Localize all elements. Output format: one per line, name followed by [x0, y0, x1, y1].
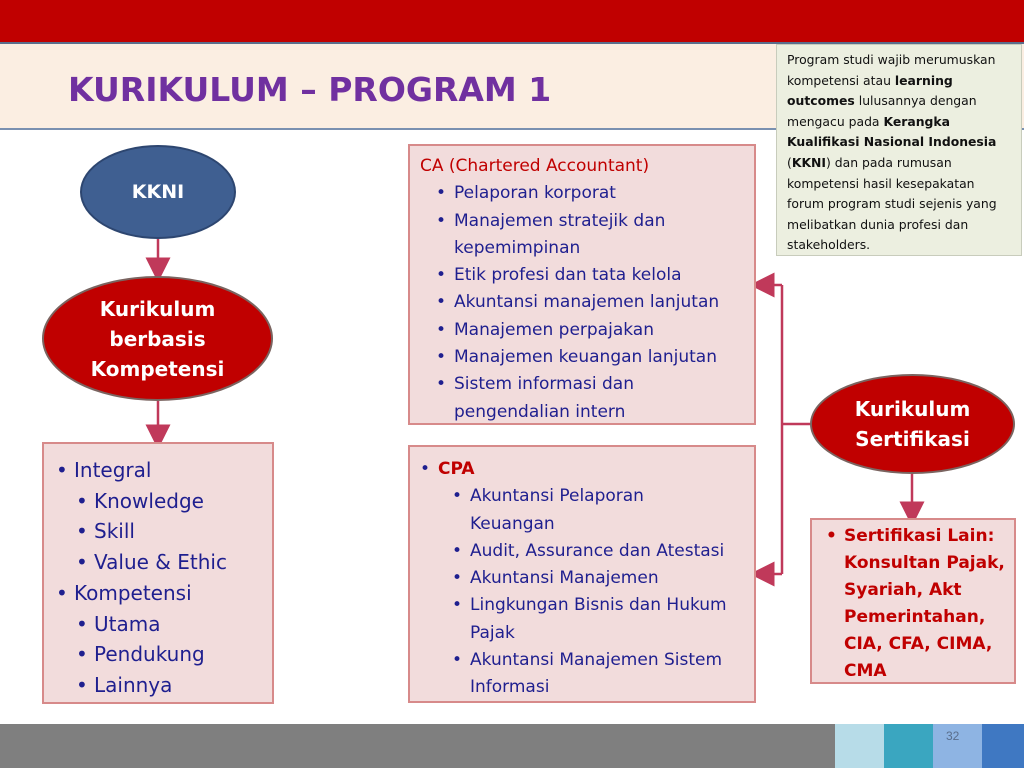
cpa-item: [470, 483, 746, 538]
group-item: [94, 547, 266, 578]
ca-item: [454, 317, 746, 344]
sertifikasi-list: [820, 523, 1010, 685]
node-kurikulum-berbasis-kompetensi: [42, 276, 273, 401]
group-item: [94, 516, 266, 547]
group-item-text: Utama: [94, 611, 161, 636]
note-bold-kkni: KKNI: [791, 154, 827, 170]
ca-item-text: • Sistem informasi dan: [454, 374, 634, 395]
footer-square-dark: [982, 724, 1024, 768]
ca-item: [454, 344, 746, 371]
ca-list: [420, 180, 746, 426]
cpa-item-text: • Akuntansi Manajemen Sistem: [470, 650, 723, 671]
node-ks-line-2: Sertifikasi: [855, 427, 970, 451]
ca-item: [454, 371, 746, 426]
ca-item-text: Etik profesi dan tata kelola: [454, 265, 682, 286]
note-text-2: lulusannya dengan mengacu pada: [787, 93, 977, 129]
group-item-text: Knowledge: [94, 488, 204, 513]
ca-item: [454, 208, 746, 263]
node-ks-line-1: Kurikulum: [854, 397, 971, 421]
group-item-text: Value & Ethic: [94, 550, 227, 575]
cpa-item: [470, 565, 746, 592]
note-text-1: Program studi wajib merumuskan kompetensi atau: [787, 52, 996, 88]
note-bold-learning-outcomes: learning outcomes: [787, 72, 953, 109]
cpa-item: [470, 647, 746, 702]
ca-heading: CA (Chartered Accountant): [420, 156, 650, 176]
kompetensi-sublist: [74, 609, 266, 701]
slide-number: 32: [946, 729, 960, 743]
cpa-item-text: Pajak: [470, 622, 515, 643]
cpa-item: [470, 538, 746, 565]
sertifikasi-line: Konsultan Pajak,: [844, 553, 1005, 573]
group-kompetensi: [74, 578, 266, 701]
node-kkni-label: KKNI: [131, 181, 185, 203]
kompetensi-list: [52, 455, 266, 701]
cpa-item-text: Audit, Assurance dan Atestasi: [470, 540, 725, 561]
ca-item: [454, 289, 746, 316]
cpa-list: [420, 456, 746, 702]
sertifikasi-box: [810, 518, 1016, 684]
slide-title: KURIKULUM – PROGRAM 1: [68, 70, 552, 109]
cpa-item-text: • Akuntansi Pelaporan: [470, 486, 644, 507]
note-bold-kknі-full: Kerangka Kualifikasi Nasional Indonesia: [787, 113, 997, 150]
ca-box: [408, 144, 756, 425]
cpa-sublist: [438, 483, 746, 701]
cpa-item-text: • Lingkungan Bisnis dan Hukum: [470, 595, 727, 616]
node-kbk-line-1: Kurikulum: [99, 296, 216, 321]
group-item: [94, 609, 266, 640]
cpa-heading: CPA: [438, 459, 475, 479]
ca-item-text: kepemimpinan: [454, 237, 581, 258]
group-item-text: Pendukung: [94, 642, 205, 667]
sertifikasi-line: Syariah, Akt: [844, 580, 962, 600]
sertifikasi-line: Pemerintahan,: [844, 607, 986, 627]
group-label: Kompetensi: [74, 580, 192, 605]
node-kkni: [80, 145, 236, 239]
group-item: [94, 486, 266, 517]
node-kbk-line-3: Kompetensi: [90, 356, 225, 381]
group-label: Integral: [74, 458, 152, 482]
ca-item-text: • Manajemen stratejik dan: [454, 210, 666, 231]
ca-item-text: Manajemen perpajakan: [454, 319, 654, 340]
group-item: [94, 670, 266, 701]
ca-item: [454, 180, 746, 207]
cpa-heading-item: [438, 456, 746, 702]
cpa-item: [470, 592, 746, 647]
group-item-text: Lainnya: [94, 672, 173, 697]
group-item: [94, 639, 266, 670]
group-integral: [74, 455, 266, 578]
cpa-box: [408, 445, 756, 703]
integral-sublist: [74, 486, 266, 578]
ca-item-text: Akuntansi manajemen lanjutan: [454, 292, 720, 313]
kompetensi-box: [42, 442, 274, 704]
footer-square-light: [835, 724, 884, 768]
group-item-text: Skill: [94, 519, 135, 544]
cpa-item-text: Akuntansi Manajemen: [470, 568, 659, 589]
cpa-item-text: Informasi: [470, 677, 550, 698]
ca-item-text: Manajemen keuangan lanjutan: [454, 347, 717, 368]
cpa-item-text: Keuangan: [470, 513, 555, 534]
footer-square-teal: [884, 724, 933, 768]
sertifikasi-line: CIA, CFA, CIMA,: [844, 634, 993, 654]
sertifikasi-line: • Sertifikasi Lain:: [844, 526, 995, 546]
node-kbk-line-2: berbasis: [109, 326, 206, 351]
ca-item-text: pengendalian intern: [454, 401, 626, 422]
note-text-4: ) dan pada rumusan kompetensi hasil kesepakatan forum program studi sejenis yang melibatkan dunia profesi dan stakeholders.: [787, 154, 997, 253]
note-text-3: (: [787, 154, 792, 170]
ca-item-text: Pelaporan korporat: [454, 183, 616, 204]
sertifikasi-item: [844, 523, 1010, 685]
sertifikasi-line: CMA: [844, 661, 887, 681]
node-kurikulum-sertifikasi: [810, 374, 1015, 474]
ca-item: [454, 262, 746, 289]
